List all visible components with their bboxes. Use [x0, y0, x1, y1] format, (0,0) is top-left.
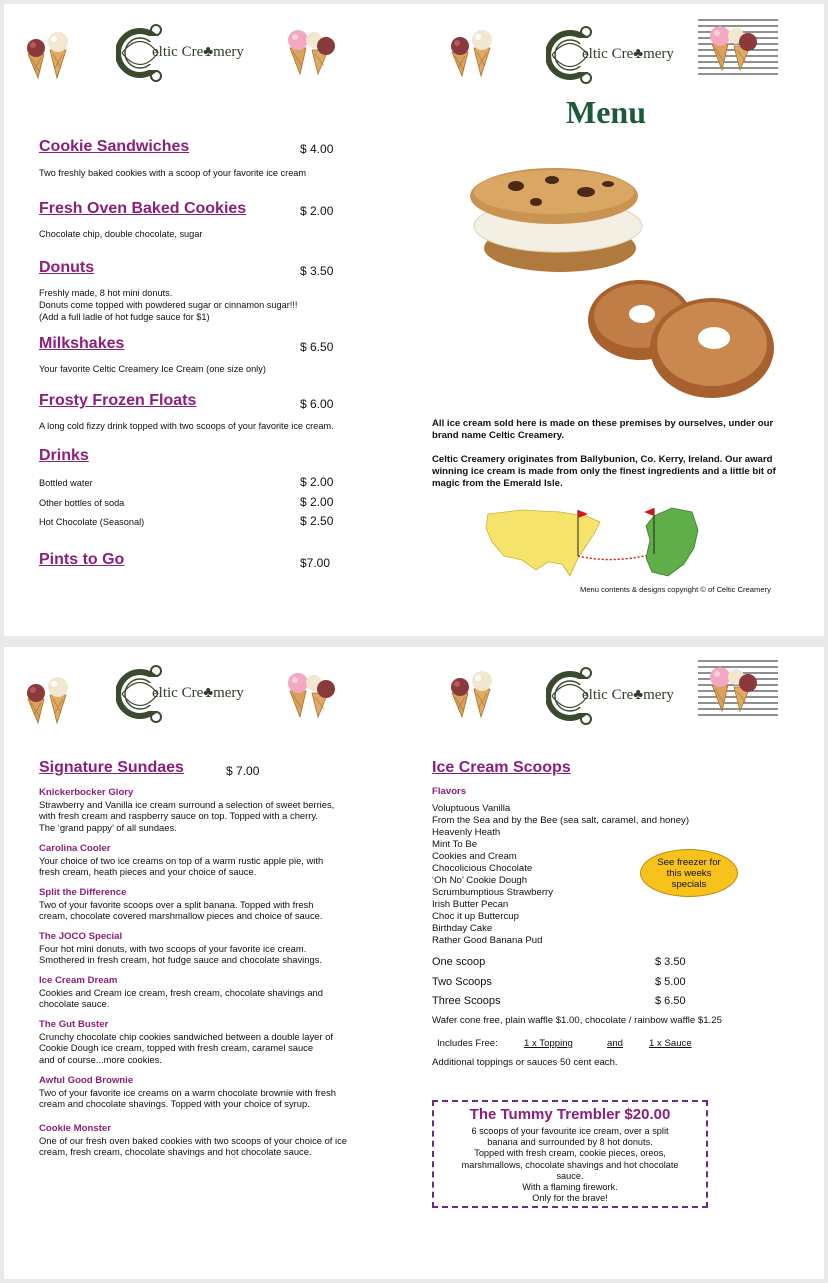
- section-price: $7.00: [300, 556, 331, 570]
- sundae-name: Split the Difference: [39, 887, 127, 898]
- celtic-creamery-logo: [546, 663, 676, 729]
- flavor-item: ‘Oh No’ Cookie Dough: [432, 875, 528, 886]
- flavor-item: Choc it up Buttercup: [432, 911, 519, 922]
- drink-name: Bottled water: [39, 478, 93, 488]
- logo-text: eltic Cre♣mery: [152, 685, 244, 701]
- logo-text: eltic Cre♣mery: [152, 44, 244, 60]
- section-desc: Chocolate chip, double chocolate, sugar: [39, 229, 203, 239]
- celtic-creamery-logo: [546, 22, 676, 88]
- scoops-title: Ice Cream Scoops: [432, 759, 571, 776]
- section-price: $ 6.50: [300, 340, 334, 354]
- waffle-note: Wafer cone free, plain waffle $1.00, chocolate / rainbow waffle $1.25: [432, 1015, 722, 1026]
- sundae-desc: fresh cream, heath pieces and your choice of sauce.: [39, 866, 257, 877]
- ice-cream-cones-icon: [284, 20, 340, 76]
- sundae-desc: cream, fresh cream, chocolate shavings and hot chocolate sauce.: [39, 1146, 312, 1157]
- striped-cones-icon: [692, 10, 784, 82]
- sundaes-title: Signature Sundaes: [39, 759, 184, 776]
- section-desc: A long cold fizzy drink topped with two scoops of your favorite ice cream.: [39, 421, 334, 431]
- section-price: $ 2.00: [300, 204, 334, 218]
- logo-text: eltic Cre♣mery: [582, 46, 674, 62]
- sundae-desc: Your choice of two ice creams on top of a warm rustic apple pie, with: [39, 855, 324, 866]
- flavor-item: Chocolicious Chocolate: [432, 863, 533, 874]
- trembler-line: With a flaming firework.: [522, 1182, 618, 1193]
- sundae-name: The JOCO Special: [39, 931, 123, 942]
- sundaes-price: $ 7.00: [226, 764, 260, 778]
- flavor-item: Scrumbumptious Strawberry: [432, 887, 554, 898]
- includes-topping: 1 x Topping: [524, 1038, 573, 1049]
- sundae-name: The Gut Buster: [39, 1019, 109, 1030]
- includes-label: Includes Free:: [437, 1038, 498, 1049]
- scoop-size: Three Scoops: [432, 995, 501, 1007]
- cookie-sandwich-image: [462, 162, 644, 282]
- ice-cream-cones-icon: [444, 663, 500, 719]
- flavor-item: Voluptuous Vanilla: [432, 803, 511, 814]
- section-price: $ 3.50: [300, 264, 334, 278]
- sundae-desc: Cookies and Cream ice cream, fresh cream, chocolate shavings and: [39, 987, 323, 998]
- additional-note: Additional toppings or sauces 50 cent each.: [432, 1057, 618, 1068]
- ice-cream-cones-icon: [20, 669, 76, 725]
- sundae-desc: Strawberry and Vanilla ice cream surround a selection of sweet berries,: [39, 799, 335, 810]
- drink-price: $ 2.00: [300, 495, 334, 509]
- sundae-desc: cream, chocolate covered marshmallow pieces and choice of sauce.: [39, 910, 323, 921]
- sundae-desc: chocolate sauce.: [39, 998, 110, 1009]
- menu-page-1: [4, 4, 824, 636]
- drink-name: Other bottles of soda: [39, 498, 125, 508]
- sundae-desc: cream and chocolate shavings. Topped with your choice of syrup.: [39, 1098, 310, 1109]
- section-desc: Freshly made, 8 hot mini donuts.: [39, 288, 173, 298]
- trembler-body: [434, 1126, 706, 1204]
- sundae-desc: Two of your favorite ice creams on a warm chocolate brownie with fresh: [39, 1087, 337, 1098]
- flavor-item: Mint To Be: [432, 839, 478, 850]
- section-title: Frosty Frozen Floats: [39, 392, 197, 409]
- celtic-creamery-logo: [116, 20, 246, 86]
- striped-cones-icon: [692, 651, 784, 723]
- flavor-item: Rather Good Banana Pud: [432, 935, 543, 946]
- sundae-name: Carolina Cooler: [39, 843, 111, 854]
- flavor-item: Cookies and Cream: [432, 851, 517, 862]
- about-paragraph: Celtic Creamery originates from Ballybunion, Co. Kerry, Ireland. Our award winning ice cream is made from only the finest ingredients and a little bit of magic from the Emerald Isle.: [432, 454, 776, 489]
- menu-page-2: [4, 647, 824, 1279]
- trembler-title: The Tummy Trembler $20.00: [469, 1106, 671, 1123]
- sundae-name: Awful Good Brownie: [39, 1075, 134, 1086]
- includes-sauce: 1 x Sauce: [649, 1038, 692, 1049]
- trembler-line: marshmallows, chocolate shavings and hot chocolate: [461, 1159, 679, 1170]
- ice-cream-cones-icon: [444, 22, 500, 78]
- trembler-line: banana and surrounded by 8 hot donuts.: [487, 1137, 653, 1148]
- section-title: Fresh Oven Baked Cookies: [39, 200, 247, 217]
- sundae-desc: Cookie Dough ice cream, topped with fresh cream, caramel sauce: [39, 1042, 314, 1053]
- sundae-name: Knickerbocker Glory: [39, 787, 134, 798]
- trembler-line: Only for the brave!: [532, 1193, 608, 1204]
- section-title: Donuts: [39, 259, 95, 276]
- trembler-line: sauce.: [556, 1170, 584, 1181]
- scoop-price: $ 3.50: [655, 956, 686, 968]
- copyright-text: Menu contents & designs copyright © of Celtic Creamery: [580, 585, 771, 594]
- ice-cream-cones-icon: [20, 24, 76, 80]
- flavors-label: Flavors: [432, 786, 467, 797]
- section-price: $ 4.00: [300, 142, 334, 156]
- trembler-line: Topped with fresh cream, cookie pieces, oreos,: [474, 1148, 666, 1159]
- section-price: $ 6.00: [300, 397, 334, 411]
- drink-name: Hot Chocolate (Seasonal): [39, 517, 145, 527]
- section-desc: Two freshly baked cookies with a scoop of your favorite ice cream: [39, 168, 307, 178]
- section-title: Cookie Sandwiches: [39, 138, 190, 155]
- sundae-name: Cookie Monster: [39, 1123, 111, 1134]
- sundae-desc: with fresh cream and raspberry sauce on top. Topped with a cherry.: [39, 810, 318, 821]
- sundae-desc: Two of your favorite scoops over a split banana. Topped with fresh: [39, 899, 314, 910]
- scoop-price: $ 6.50: [655, 995, 686, 1007]
- tummy-trembler-box: [432, 1100, 708, 1208]
- sundae-name: Ice Cream Dream: [39, 975, 118, 986]
- section-desc: Donuts come topped with powdered sugar or cinnamon sugar!!!: [39, 300, 298, 310]
- scoop-price: $ 5.00: [655, 976, 686, 988]
- drink-price: $ 2.50: [300, 514, 334, 528]
- usa-ireland-map-image: [482, 500, 706, 580]
- flavor-item: Birthday Cake: [432, 923, 493, 934]
- flavor-item: Heavenly Heath: [432, 827, 501, 838]
- sundae-desc: Smothered in fresh cream, hot fudge sauce and chocolate shavings.: [39, 954, 322, 965]
- donuts-image: [586, 276, 778, 400]
- logo-text: eltic Cre♣mery: [582, 687, 674, 703]
- section-title: Drinks: [39, 447, 89, 464]
- section-title: Pints to Go: [39, 551, 125, 568]
- section-title: Milkshakes: [39, 335, 125, 352]
- section-desc: (Add a full ladle of hot fudge sauce for $1): [39, 312, 210, 322]
- sundae-desc: and of course...more cookies.: [39, 1054, 162, 1065]
- celtic-creamery-logo: [116, 661, 246, 727]
- sundae-desc: One of our fresh oven baked cookies with two scoops of your choice of ice: [39, 1135, 347, 1146]
- scoop-size: Two Scoops: [432, 976, 492, 988]
- includes-and: and: [607, 1038, 624, 1049]
- flavor-item: Irish Butter Pecan: [432, 899, 509, 910]
- about-paragraph: All ice cream sold here is made on these premises by ourselves, under our brand name Celtic Creamery.: [432, 418, 774, 441]
- sundae-desc: Crunchy chocolate chip cookies sandwiched between a double layer of: [39, 1031, 333, 1042]
- drink-price: $ 2.00: [300, 475, 334, 489]
- menu-title: Menu: [566, 94, 646, 130]
- trembler-line: 6 scoops of your favourite ice cream, over a split: [471, 1126, 669, 1136]
- ice-cream-cones-icon: [284, 663, 340, 719]
- sundae-desc: The ‘grand pappy’ of all sundaes.: [39, 822, 177, 833]
- flavor-item: From the Sea and by the Bee (sea salt, caramel, and honey): [432, 815, 690, 826]
- freezer-specials-badge: See freezer for this weeks specials: [640, 849, 738, 897]
- section-desc: Your favorite Celtic Creamery Ice Cream (one size only): [39, 364, 266, 374]
- scoop-size: One scoop: [432, 956, 486, 968]
- sundae-desc: Four hot mini donuts, with two scoops of your favorite ice cream.: [39, 943, 307, 954]
